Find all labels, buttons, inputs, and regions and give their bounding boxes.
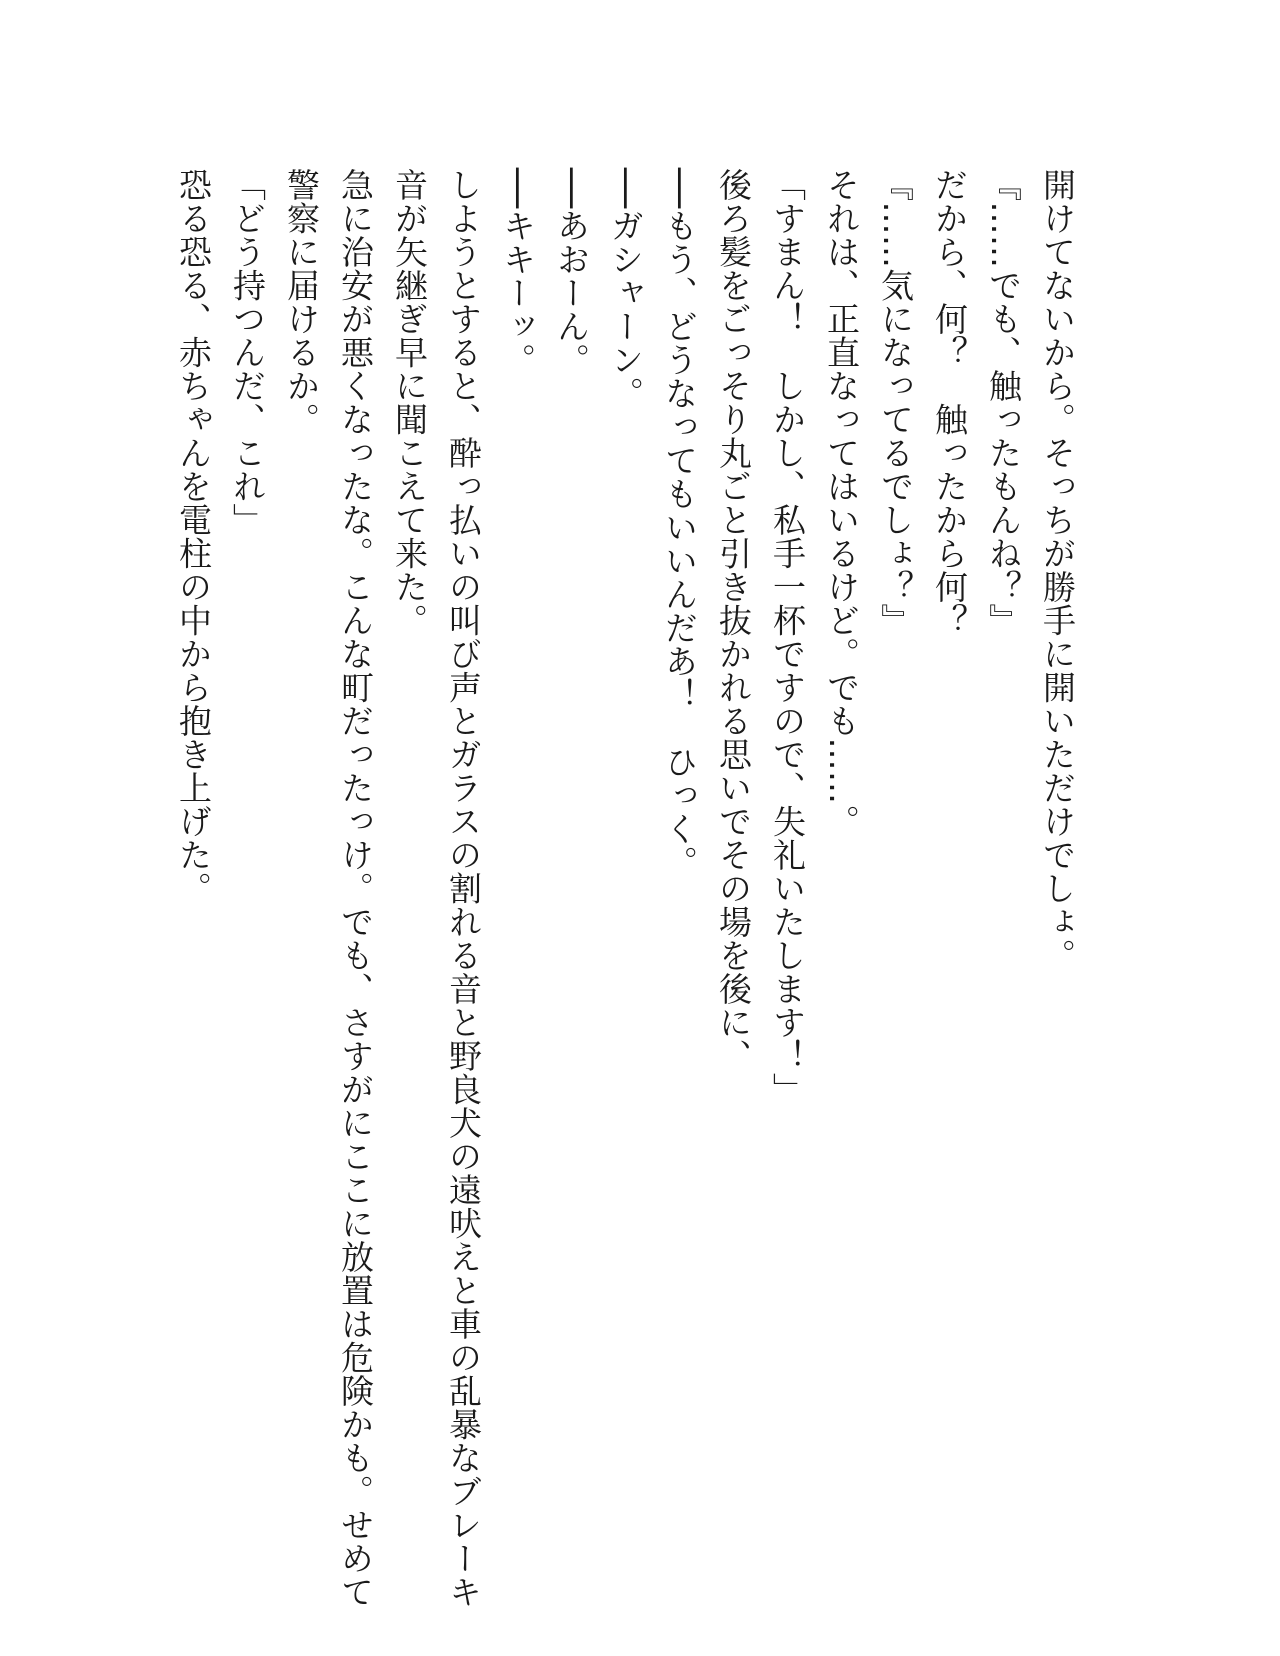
text-line: ──あおーん。 (552, 168, 591, 377)
text-line: だから、何？ 触ったから何？ (930, 168, 969, 637)
text-line: 恐る恐る、赤ちゃんを電柱の中から抱き上げた。 (174, 168, 213, 905)
text-line: 『……でも、触ったもんね？』 (984, 168, 1023, 637)
text-line: ──ガシャーン。 (606, 168, 645, 410)
text-line: ──キキーッ。 (498, 168, 537, 377)
text-line: 「すまん！ しかし、私手一杯ですので、失礼いたします！」 (768, 168, 807, 1106)
vertical-text-body (166, 168, 1084, 1609)
text-line: 警察に届けるか。 (282, 168, 321, 436)
text-line: 『……気になってるでしょ？』 (876, 168, 915, 637)
text-line: しようとすると、酔っ払いの叫び声とガラスの割れる音と野良犬の遠吠えと車の乱暴なブレーキ (444, 168, 483, 1609)
text-line: それは、正直なってはいるけど。でも……。 (822, 168, 861, 838)
text-line: 開けてないから。そっちが勝手に開いただけでしょ。 (1038, 168, 1077, 972)
text-line: ──もう、どうなってもいいんだあ！ ひっく。 (660, 168, 699, 879)
text-line: 音が矢継ぎ早に聞こえて来た。 (390, 168, 429, 637)
text-line: 後ろ髪をごっそり丸ごと引き抜かれる思いでその場を後に、 (714, 168, 753, 1073)
text-line: 急に治安が悪くなったな。こんな町だったっけ。でも、さすがにここに放置は危険かも。せめて (336, 168, 375, 1609)
text-line: 「どう持つんだ、これ」 (228, 168, 267, 537)
